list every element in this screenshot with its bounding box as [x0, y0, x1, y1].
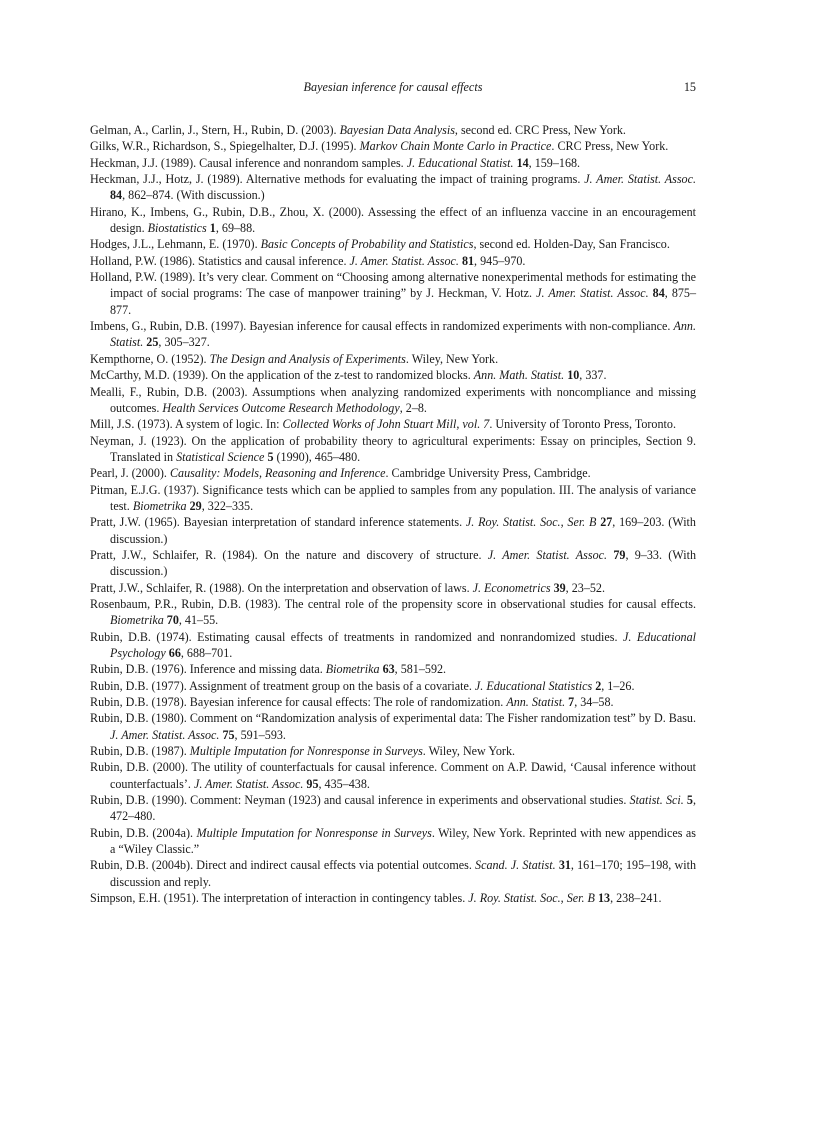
reference-entry	[90, 743, 696, 759]
reference-list	[90, 122, 696, 907]
reference-text: , 945–970.	[474, 253, 526, 268]
reference-entry	[90, 482, 696, 515]
reference-entry	[90, 171, 696, 204]
reference-text: Rubin, D.B. (2004a).	[90, 825, 197, 840]
reference-italic-text: Statistical Science	[176, 449, 265, 464]
reference-italic-text: Collected Works of John Stuart Mill, vol. 7	[282, 417, 490, 432]
reference-italic-text: J. Amer. Statist. Assoc.	[193, 776, 304, 791]
reference-italic-text: Biostatistics	[147, 221, 207, 236]
reference-text: , 875–877.	[110, 286, 697, 317]
reference-italic-text: The Design and Analysis of Experiments	[209, 351, 406, 366]
reference-text: Simpson, E.H. (1951). The interpretation of interaction in contingency tables.	[90, 891, 469, 906]
reference-volume: 31	[558, 858, 571, 873]
reference-italic-text: J. Amer. Statist. Assoc.	[584, 172, 696, 187]
reference-entry	[90, 138, 696, 154]
reference-entry	[90, 122, 696, 138]
reference-italic-text: J. Amer. Statist. Assoc.	[349, 253, 459, 268]
reference-italic-text: J. Roy. Statist. Soc., Ser. B	[465, 515, 597, 530]
reference-italic-text: Causality: Models, Reasoning and Inference	[169, 466, 386, 481]
reference-text: Hirano, K., Imbens, G., Rubin, D.B., Zhou, X. (2000). Assessing the effect of an influenza vaccine in an encouragement design.	[90, 204, 696, 236]
reference-text: . Wiley, New York. Reprinted with new appendices as a “Wiley Classic.”	[110, 825, 696, 857]
reference-text: Rubin, D.B. (2000). The utility of counterfactuals for causal inference. Comment on A.P. Dawid, ‘Causal inference without counterfactuals’.	[90, 760, 696, 791]
reference-text: , 305–327.	[158, 335, 210, 350]
reference-italic-text: Bayesian Data Analysis	[339, 123, 455, 137]
reference-entry	[90, 759, 696, 792]
reference-volume: 75	[222, 727, 235, 742]
reference-text: Rubin, D.B. (1978). Bayesian inference for causal effects: The role of randomization.	[90, 695, 507, 710]
reference-text: , 862–874. (With discussion.)	[122, 188, 265, 203]
reference-entry	[90, 155, 696, 171]
reference-entry	[90, 629, 696, 662]
reference-volume: 95	[306, 776, 319, 791]
reference-entry	[90, 890, 696, 906]
reference-volume: 66	[168, 646, 181, 660]
reference-text: , 161–170; 195–198, with discussion and reply.	[110, 858, 697, 889]
reference-text: Heckman, J.J., Hotz, J. (1989). Alternative methods for evaluating the impact of training programs.	[90, 172, 585, 187]
reference-entry	[90, 857, 696, 890]
reference-volume: 70	[166, 613, 179, 628]
reference-volume: 5	[686, 793, 693, 808]
reference-italic-text: Multiple Imputation for Nonresponse in Surveys	[189, 744, 423, 759]
reference-text: Neyman, J. (1923). On the application of probability theory to agricultural experiments: Essay on principles, Section 9. Translated in	[90, 433, 696, 464]
reference-italic-text: J. Amer. Statist. Assoc.	[536, 286, 649, 301]
reference-text: , 159–168.	[528, 155, 581, 170]
reference-entry	[90, 661, 696, 677]
reference-text: Rubin, D.B. (1976). Inference and missing data.	[90, 662, 326, 677]
reference-text: Hodges, J.L., Lehmann, E. (1970).	[90, 237, 261, 252]
reference-text: . Cambridge University Press, Cambridge.	[385, 466, 591, 481]
reference-italic-text: Scand. J. Statist.	[475, 858, 556, 873]
reference-entry	[90, 596, 696, 629]
reference-volume: 84	[110, 188, 123, 203]
reference-entry	[90, 792, 696, 825]
reference-text: , 337.	[579, 368, 607, 383]
reference-text: , 435–438.	[318, 776, 370, 791]
reference-entry	[90, 825, 696, 858]
reference-text: Pratt, J.W. (1965). Bayesian interpretation of standard inference statements.	[90, 515, 466, 530]
reference-text: Rubin, D.B. (2004b). Direct and indirect causal effects via potential outcomes.	[90, 858, 476, 873]
reference-text: Rubin, D.B. (1980). Comment on “Randomization analysis of experimental data: The Fisher randomization test” by D. Basu.	[90, 711, 696, 726]
reference-entry	[90, 384, 696, 417]
reference-italic-text: Multiple Imputation for Nonresponse in Surveys	[196, 825, 432, 840]
reference-volume: 13	[597, 891, 611, 906]
reference-volume: 1	[209, 221, 216, 236]
reference-italic-text: J. Educational Psychology	[110, 629, 697, 660]
reference-text: Rubin, D.B. (1974). Estimating causal effects of treatments in randomized and nonrandomized studies.	[90, 629, 623, 644]
reference-text: Rubin, D.B. (1987).	[90, 744, 190, 759]
reference-text: , 591–593.	[234, 727, 286, 742]
reference-text: Rubin, D.B. (1977). Assignment of treatment group on the basis of a covariate.	[90, 678, 475, 693]
reference-italic-text: Health Services Outcome Research Methodology	[162, 400, 400, 415]
reference-text: , 2–8.	[399, 400, 427, 415]
reference-entry	[90, 416, 696, 432]
reference-entry	[90, 694, 696, 710]
reference-italic-text: Biometrika	[110, 613, 164, 628]
reference-volume: 5	[267, 449, 274, 464]
reference-text: Pratt, J.W., Schlaifer, R. (1988). On the interpretation and observation of laws.	[90, 580, 473, 595]
reference-italic-text: Ann. Statist.	[110, 319, 696, 350]
reference-text: . Wiley, New York.	[422, 744, 516, 759]
reference-text: . University of Toronto Press, Toronto.	[489, 417, 676, 432]
reference-volume: 27	[600, 515, 613, 530]
reference-text: Pratt, J.W., Schlaifer, R. (1984). On the nature and discovery of structure.	[90, 547, 488, 562]
reference-volume: 29	[189, 498, 202, 513]
reference-italic-text: Ann. Statist.	[506, 695, 566, 710]
running-header	[90, 80, 696, 98]
reference-entry	[90, 547, 696, 580]
reference-text: Gelman, A., Carlin, J., Stern, H., Rubin, D. (2003).	[90, 123, 340, 137]
reference-volume: 14	[516, 155, 529, 170]
reference-text: Mealli, F., Rubin, D.B. (2003). Assumptions when analyzing randomized experiments with noncompliance and missing outcomes.	[90, 384, 696, 415]
reference-text: Pearl, J. (2000).	[90, 466, 170, 481]
reference-italic-text: Biometrika	[325, 662, 380, 677]
reference-italic-text: J. Amer. Statist. Assoc.	[110, 727, 220, 742]
reference-volume: 39	[553, 580, 566, 595]
reference-volume: 84	[652, 286, 665, 301]
reference-text: . Wiley, New York.	[405, 351, 499, 366]
reference-entry	[90, 367, 696, 383]
reference-entry	[90, 351, 696, 367]
reference-text: , 581–592.	[394, 662, 447, 677]
reference-italic-text: Basic Concepts of Probability and Statistics	[260, 237, 474, 252]
reference-italic-text: Statist. Sci.	[629, 793, 684, 808]
reference-volume: 7	[568, 695, 575, 710]
reference-text: , 238–241.	[610, 891, 662, 906]
reference-text: Imbens, G., Rubin, D.B. (1997). Bayesian inference for causal effects in randomized experiments with non-compliance.	[90, 319, 674, 334]
reference-text: Holland, P.W. (1989). It’s very clear. Comment on “Choosing among alternative nonexperimental methods for estimating the impact of social programs: The case of manpower training” by J. Heckman, V. Hotz.	[90, 270, 696, 301]
reference-text: Holland, P.W. (1986). Statistics and causal inference.	[90, 253, 350, 268]
reference-text: Mill, J.S. (1973). A system of logic. In:	[90, 417, 283, 432]
reference-text: , second ed. CRC Press, New York.	[454, 123, 626, 137]
reference-text: Pitman, E.J.G. (1937). Significance tests which can be applied to samples from any population. III. The analysis of variance test.	[90, 482, 696, 513]
reference-text: . CRC Press, New York.	[551, 139, 669, 154]
reference-volume: 10	[567, 368, 580, 383]
reference-entry	[90, 465, 696, 481]
reference-entry	[90, 318, 696, 351]
reference-italic-text: J. Econometrics	[472, 580, 551, 595]
reference-text: McCarthy, M.D. (1939). On the application of the z-test to randomized blocks.	[90, 368, 474, 383]
reference-volume: 63	[382, 662, 395, 677]
reference-text: , 169–203. (With discussion.)	[110, 515, 696, 546]
reference-text: , 1–26.	[601, 678, 635, 693]
reference-entry	[90, 580, 696, 596]
reference-volume: 25	[146, 335, 159, 350]
reference-entry	[90, 433, 696, 466]
reference-text: Rosenbaum, P.R., Rubin, D.B. (1983). The central role of the propensity score in observational studies for causal effects.	[90, 596, 696, 611]
reference-text: , 34–58.	[574, 695, 614, 710]
reference-text: , 41–55.	[178, 613, 219, 628]
reference-text: , 23–52.	[565, 580, 605, 595]
reference-entry	[90, 253, 696, 269]
reference-text: , 688–701.	[180, 646, 233, 660]
reference-italic-text: J. Educational Statistics	[474, 678, 593, 693]
reference-entry	[90, 236, 696, 252]
reference-text: Kempthorne, O. (1952).	[90, 351, 210, 366]
reference-text: , 472–480.	[110, 793, 696, 824]
reference-italic-text: Ann. Math. Statist.	[473, 368, 565, 383]
reference-text: Gilks, W.R., Richardson, S., Spiegelhalter, D.J. (1995).	[90, 139, 360, 154]
reference-italic-text: J. Educational Statist.	[406, 155, 514, 170]
reference-text: , 322–335.	[201, 498, 254, 513]
reference-entry	[90, 269, 696, 318]
page-number: 15	[683, 80, 696, 94]
reference-italic-text: Markov Chain Monte Carlo in Practice	[359, 139, 552, 154]
reference-entry	[90, 204, 696, 237]
reference-italic-text: J. Roy. Statist. Soc., Ser. B	[468, 891, 595, 906]
reference-text: Heckman, J.J. (1989). Causal inference and nonrandom samples.	[90, 155, 407, 170]
reference-italic-text: Biometrika	[132, 498, 187, 513]
running-title: Bayesian inference for causal effects	[303, 80, 483, 94]
reference-entry	[90, 710, 696, 743]
reference-text: , second ed. Holden-Day, San Francisco.	[473, 237, 670, 252]
reference-volume: 79	[613, 547, 626, 562]
reference-text: , 9–33. (With discussion.)	[110, 547, 697, 579]
reference-volume: 2	[595, 678, 602, 693]
reference-text: (1990), 465–480.	[273, 449, 361, 464]
reference-text: Rubin, D.B. (1990). Comment: Neyman (1923) and causal inference in experiments and observational studies.	[90, 793, 630, 808]
reference-italic-text: J. Amer. Statist. Assoc.	[487, 547, 608, 562]
reference-volume: 81	[461, 253, 475, 268]
reference-text: , 69–88.	[215, 221, 256, 236]
reference-entry	[90, 678, 696, 694]
reference-entry	[90, 514, 696, 547]
